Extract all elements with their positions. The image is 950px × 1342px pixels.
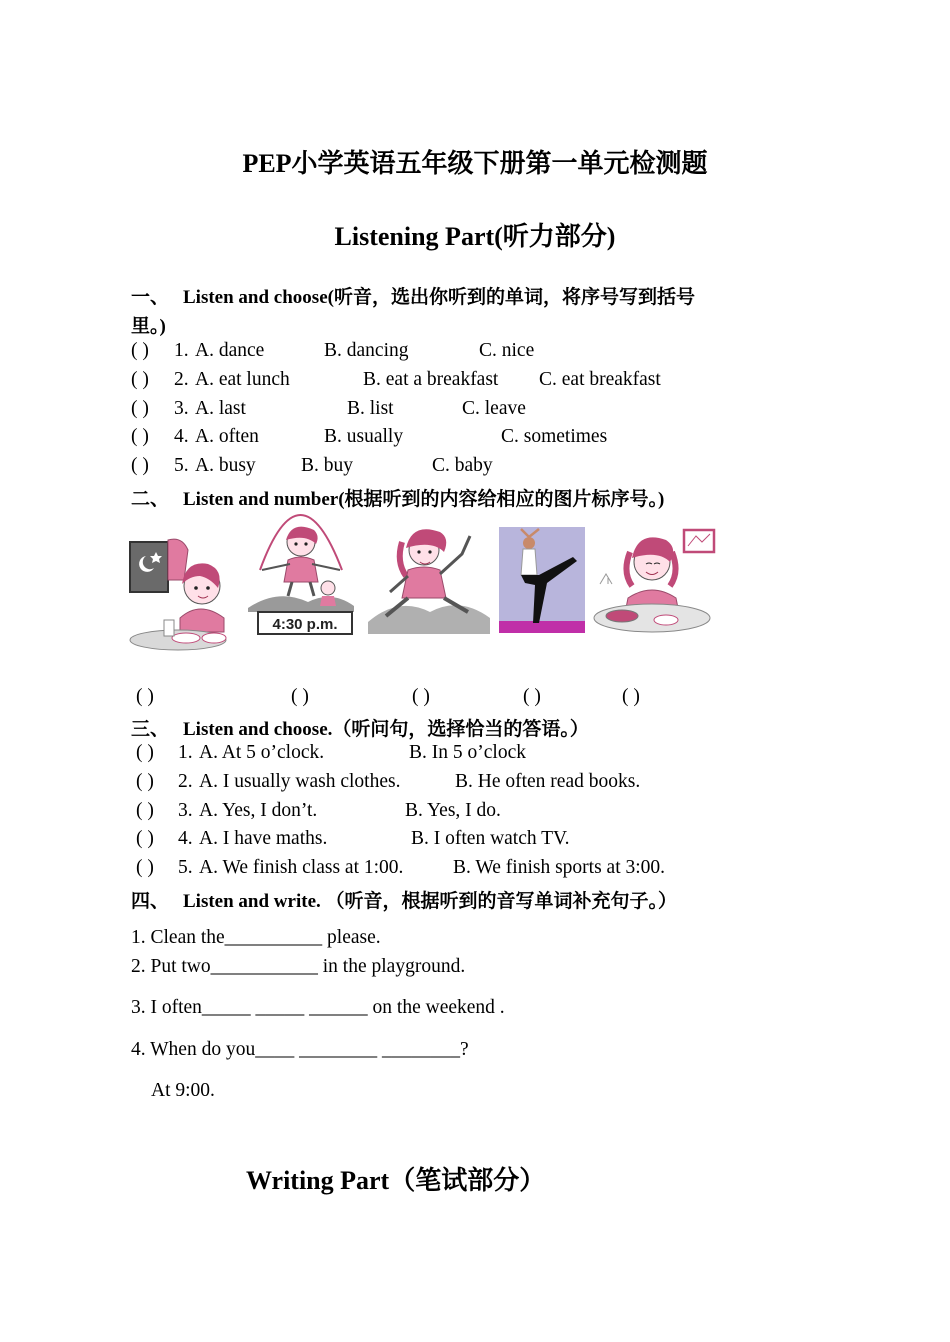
option-c: C. nice xyxy=(479,340,535,361)
option-a: A. busy xyxy=(195,455,256,476)
option-a: A. I usually wash clothes. xyxy=(199,771,401,792)
section1-heading-line2: 里。) xyxy=(131,316,166,337)
item-number: 1. xyxy=(178,742,193,763)
item-number: 5. xyxy=(178,857,193,878)
answer-bracket[interactable]: ( ) xyxy=(136,857,154,878)
section2-number: 二、 xyxy=(131,489,170,510)
picture-exercise xyxy=(368,522,490,634)
option-b: B. In 5 o’clock xyxy=(409,742,526,763)
section3-number: 三、 xyxy=(131,719,170,740)
picture-ballet-dancer xyxy=(499,527,585,633)
option-a: A. dance xyxy=(195,340,265,361)
answer-bracket[interactable]: ( ) xyxy=(131,455,149,476)
picture2-answer-bracket[interactable]: ( ) xyxy=(291,686,309,707)
section3-heading-text: Listen and choose.（听问句，选择恰当的答语。） xyxy=(183,719,589,740)
writing-part-title: Writing Part（笔试部分） xyxy=(246,1166,546,1195)
option-a: A. I have maths. xyxy=(199,828,328,849)
option-b: B. eat a breakfast xyxy=(363,369,499,390)
page-title: PEP小学英语五年级下册第一单元检测题 xyxy=(242,149,708,178)
option-a: A. Yes, I don’t. xyxy=(199,800,318,821)
answer-bracket[interactable]: ( ) xyxy=(131,398,149,419)
option-b: B. Yes, I do. xyxy=(405,800,501,821)
item-number: 3. xyxy=(174,398,189,419)
picture-girl-breakfast xyxy=(592,522,722,638)
answer-bracket[interactable]: ( ) xyxy=(131,426,149,447)
section1-heading-text: Listen and choose(听音，选出你听到的单词，将序号写到括号 xyxy=(183,287,695,308)
option-c: C. leave xyxy=(462,398,526,419)
option-a: A. last xyxy=(195,398,246,419)
option-b: B. He often read books. xyxy=(455,771,641,792)
item-number: 2. xyxy=(178,771,193,792)
option-b: B. list xyxy=(347,398,394,419)
fill-blank-line-2[interactable]: 2. Put two___________ in the playground. xyxy=(131,956,466,977)
answer-bracket[interactable]: ( ) xyxy=(136,742,154,763)
section4-number: 四、 xyxy=(131,891,170,912)
fill-blank-line-3[interactable]: 3. I often_____ _____ ______ on the weekend . xyxy=(131,997,505,1018)
item-number: 4. xyxy=(178,828,193,849)
item-number: 2. xyxy=(174,369,189,390)
section2-heading-text: Listen and number(根据听到的内容给相应的图片标序号。) xyxy=(183,489,665,510)
picture4-answer-bracket[interactable]: ( ) xyxy=(523,686,541,707)
option-c: C. eat breakfast xyxy=(539,369,661,390)
section1-number: 一、 xyxy=(131,287,170,308)
answer-hint: At 9:00. xyxy=(151,1080,215,1101)
fill-blank-line-1[interactable]: 1. Clean the__________ please. xyxy=(131,927,381,948)
item-number: 3. xyxy=(178,800,193,821)
option-c: C. baby xyxy=(432,455,493,476)
option-b: B. I often watch TV. xyxy=(411,828,570,849)
answer-bracket[interactable]: ( ) xyxy=(131,369,149,390)
option-a: A. At 5 o’clock. xyxy=(199,742,325,763)
answer-bracket[interactable]: ( ) xyxy=(136,771,154,792)
clock-label: 4:30 p.m. xyxy=(272,616,338,633)
item-number: 4. xyxy=(174,426,189,447)
option-b: B. buy xyxy=(301,455,354,476)
answer-bracket[interactable]: ( ) xyxy=(136,800,154,821)
picture-dinner-at-night xyxy=(128,538,232,656)
item-number: 5. xyxy=(174,455,189,476)
option-a: A. eat lunch xyxy=(195,369,290,390)
answer-bracket[interactable]: ( ) xyxy=(136,828,154,849)
option-a: A. We finish class at 1:00. xyxy=(199,857,404,878)
picture5-answer-bracket[interactable]: ( ) xyxy=(622,686,640,707)
picture-jump-rope-430pm xyxy=(246,508,356,638)
option-c: C. sometimes xyxy=(501,426,608,447)
fill-blank-line-4[interactable]: 4. When do you____ ________ ________? xyxy=(131,1039,469,1060)
answer-bracket[interactable]: ( ) xyxy=(131,340,149,361)
option-b: B. dancing xyxy=(324,340,409,361)
option-a: A. often xyxy=(195,426,259,447)
listening-part-title: Listening Part(听力部分) xyxy=(334,222,616,251)
option-b: B. We finish sports at 3:00. xyxy=(453,857,666,878)
section3-heading xyxy=(131,714,589,741)
section2-heading xyxy=(131,484,664,511)
item-number: 1. xyxy=(174,340,189,361)
picture3-answer-bracket[interactable]: ( ) xyxy=(412,686,430,707)
section4-heading xyxy=(131,886,677,913)
option-b: B. usually xyxy=(324,426,404,447)
section1-heading xyxy=(131,282,695,309)
section4-heading-text: Listen and write. （听音，根据听到的音写单词补充句子。） xyxy=(183,891,678,912)
picture1-answer-bracket[interactable]: ( ) xyxy=(136,686,154,707)
